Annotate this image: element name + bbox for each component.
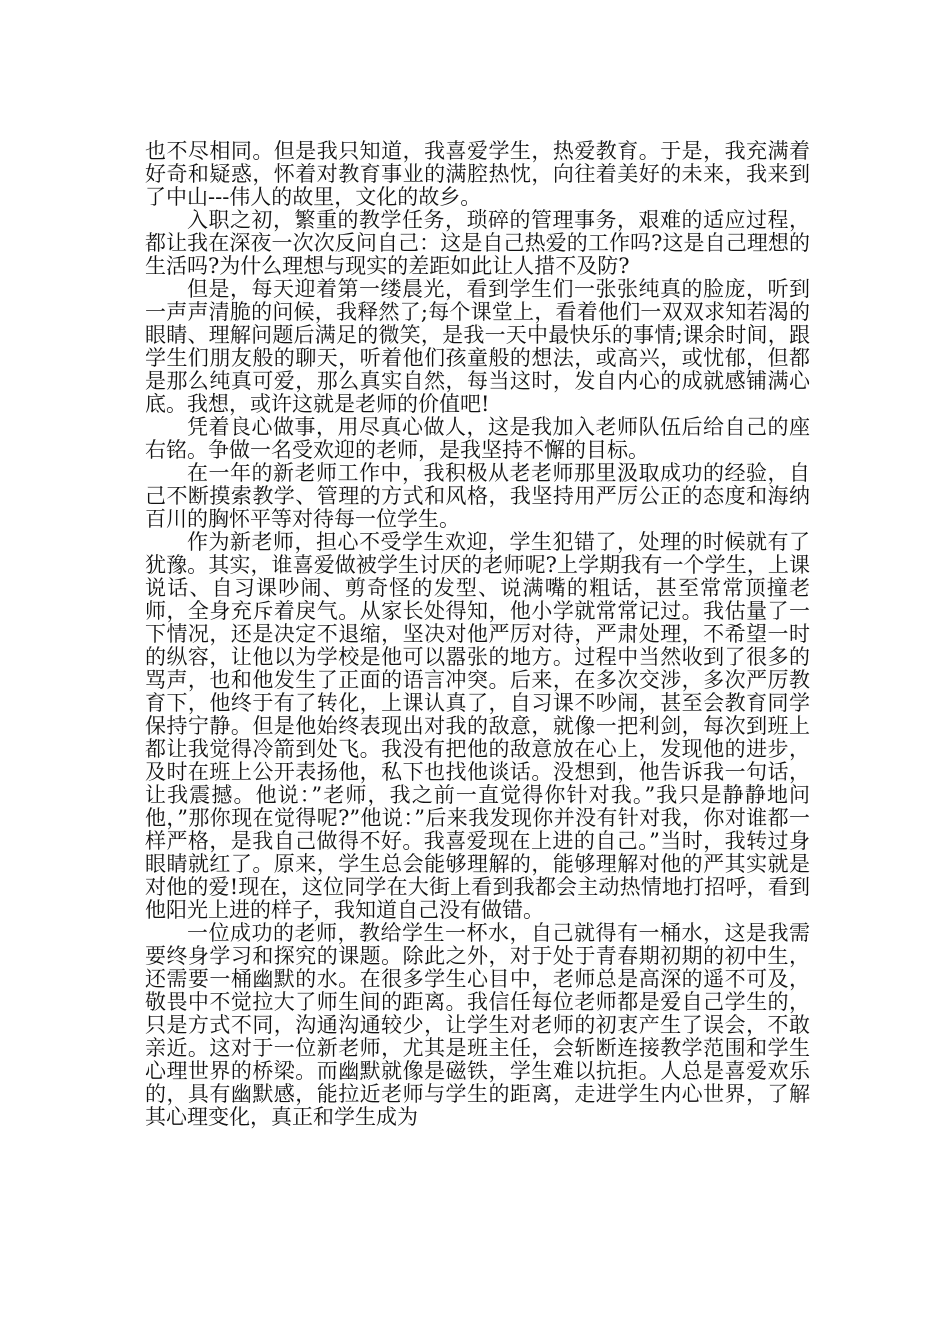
paragraph-1: 也不尽相同。但是我只知道，我喜爱学生，热爱教育。于是，我充满着好奇和疑惑，怀着对教育事业的满腔热忱，向往着美好的未来，我来到了中山---伟人的故里，文化的故乡。 [145, 139, 810, 209]
paragraph-4: 凭着良心做事，用尽真心做人，这是我加入老师队伍后给自己的座右铭。争做一名受欢迎的老师，是我坚持不懈的目标。 [145, 415, 810, 462]
document-page [145, 140, 810, 1129]
paragraph-7: 一位成功的老师，教给学生一杯水，自己就得有一桶水，这是我需要终身学习和探究的课题。除此之外，对于处于青春期初期的初中生，还需要一桶幽默的水。在很多学生心目中，老师总是高深的遥不可及，敬畏中不觉拉大了师生间的距离。我信任每位老师都是爱自己学生的，只是方式不同，沟通沟通较少，让学生对老师的初衷产生了误会，不敢亲近。这对于一位新老师，尤其是班主任，会斩断连接教学范围和学生心理世界的桥梁。而幽默就像是磁铁，学生难以抗拒。人总是喜爱欢乐的，具有幽默感，能拉近老师与学生的距离，走进学生内心世界，了解其心理变化，真正和学生成为 [145, 921, 810, 1129]
paragraph-2: 入职之初，繁重的教学任务，琐碎的管理事务，艰难的适应过程，都让我在深夜一次次反问自己：这是自己热爱的工作吗?这是自己理想的生活吗?为什么理想与现实的差距如此让人措不及防? [145, 208, 810, 278]
paragraph-3: 但是，每天迎着第一缕晨光，看到学生们一张张纯真的脸庞，听到一声声清脆的问候，我释然了;每个课堂上，看着他们一双双求知若渴的眼睛、理解问题后满足的微笑，是我一天中最快乐的事情;课余时间，跟学生们朋友般的聊天，听着他们孩童般的想法，或高兴，或忧郁，但都是那么纯真可爱，那么真实自然，每当这时，发自内心的成就感铺满心底。我想，或许这就是老师的价值吧! [145, 277, 810, 416]
paragraph-5: 在一年的新老师工作中，我积极从老老师那里汲取成功的经验，自己不断摸索教学、管理的方式和风格，我坚持用严厉公正的态度和海纳百川的胸怀平等对待每一位学生。 [145, 461, 810, 531]
paragraph-6: 作为新老师，担心不受学生欢迎，学生犯错了，处理的时候就有了犹豫。其实，谁喜爱做被学生讨厌的老师呢?上学期我有一个学生，上课说话、自习课吵闹、剪奇怪的发型、说满嘴的粗话，甚至常常顶撞老师，全身充斥着戾气。从家长处得知，他小学就常常记过。我估量了一下情况，还是决定不退缩，坚决对他严厉对待，严肃处理，不希望一时的纵容，让他以为学校是他可以嚣张的地方。过程中当然收到了很多的骂声，也和他发生了正面的语言冲突。后来，在多次交涉，多次严厉教育下，他终于有了转化，上课认真了，自习课不吵闹，甚至会教育同学保持宁静。但是他始终表现出对我的敌意，就像一把利剑，每次到班上都让我觉得冷箭到处飞。我没有把他的敌意放在心上，发现他的进步，及时在班上公开表扬他，私下也找他谈话。没想到，他告诉我一句话，让我震撼。他说：”老师，我之前一直觉得你针对我。”我只是静静地问他，”那你现在觉得呢?”他说：”后来我发现你并没有针对我，你对谁都一样严格，是我自己做得不好。我喜爱现在上进的自己。”当时，我转过身眼睛就红了。原来，学生总会能够理解的，能够理解对他的严其实就是对他的爱!现在，这位同学在大街上看到我都会主动热情地打招呼，看到他阳光上进的样子，我知道自己没有做错。 [145, 530, 810, 922]
